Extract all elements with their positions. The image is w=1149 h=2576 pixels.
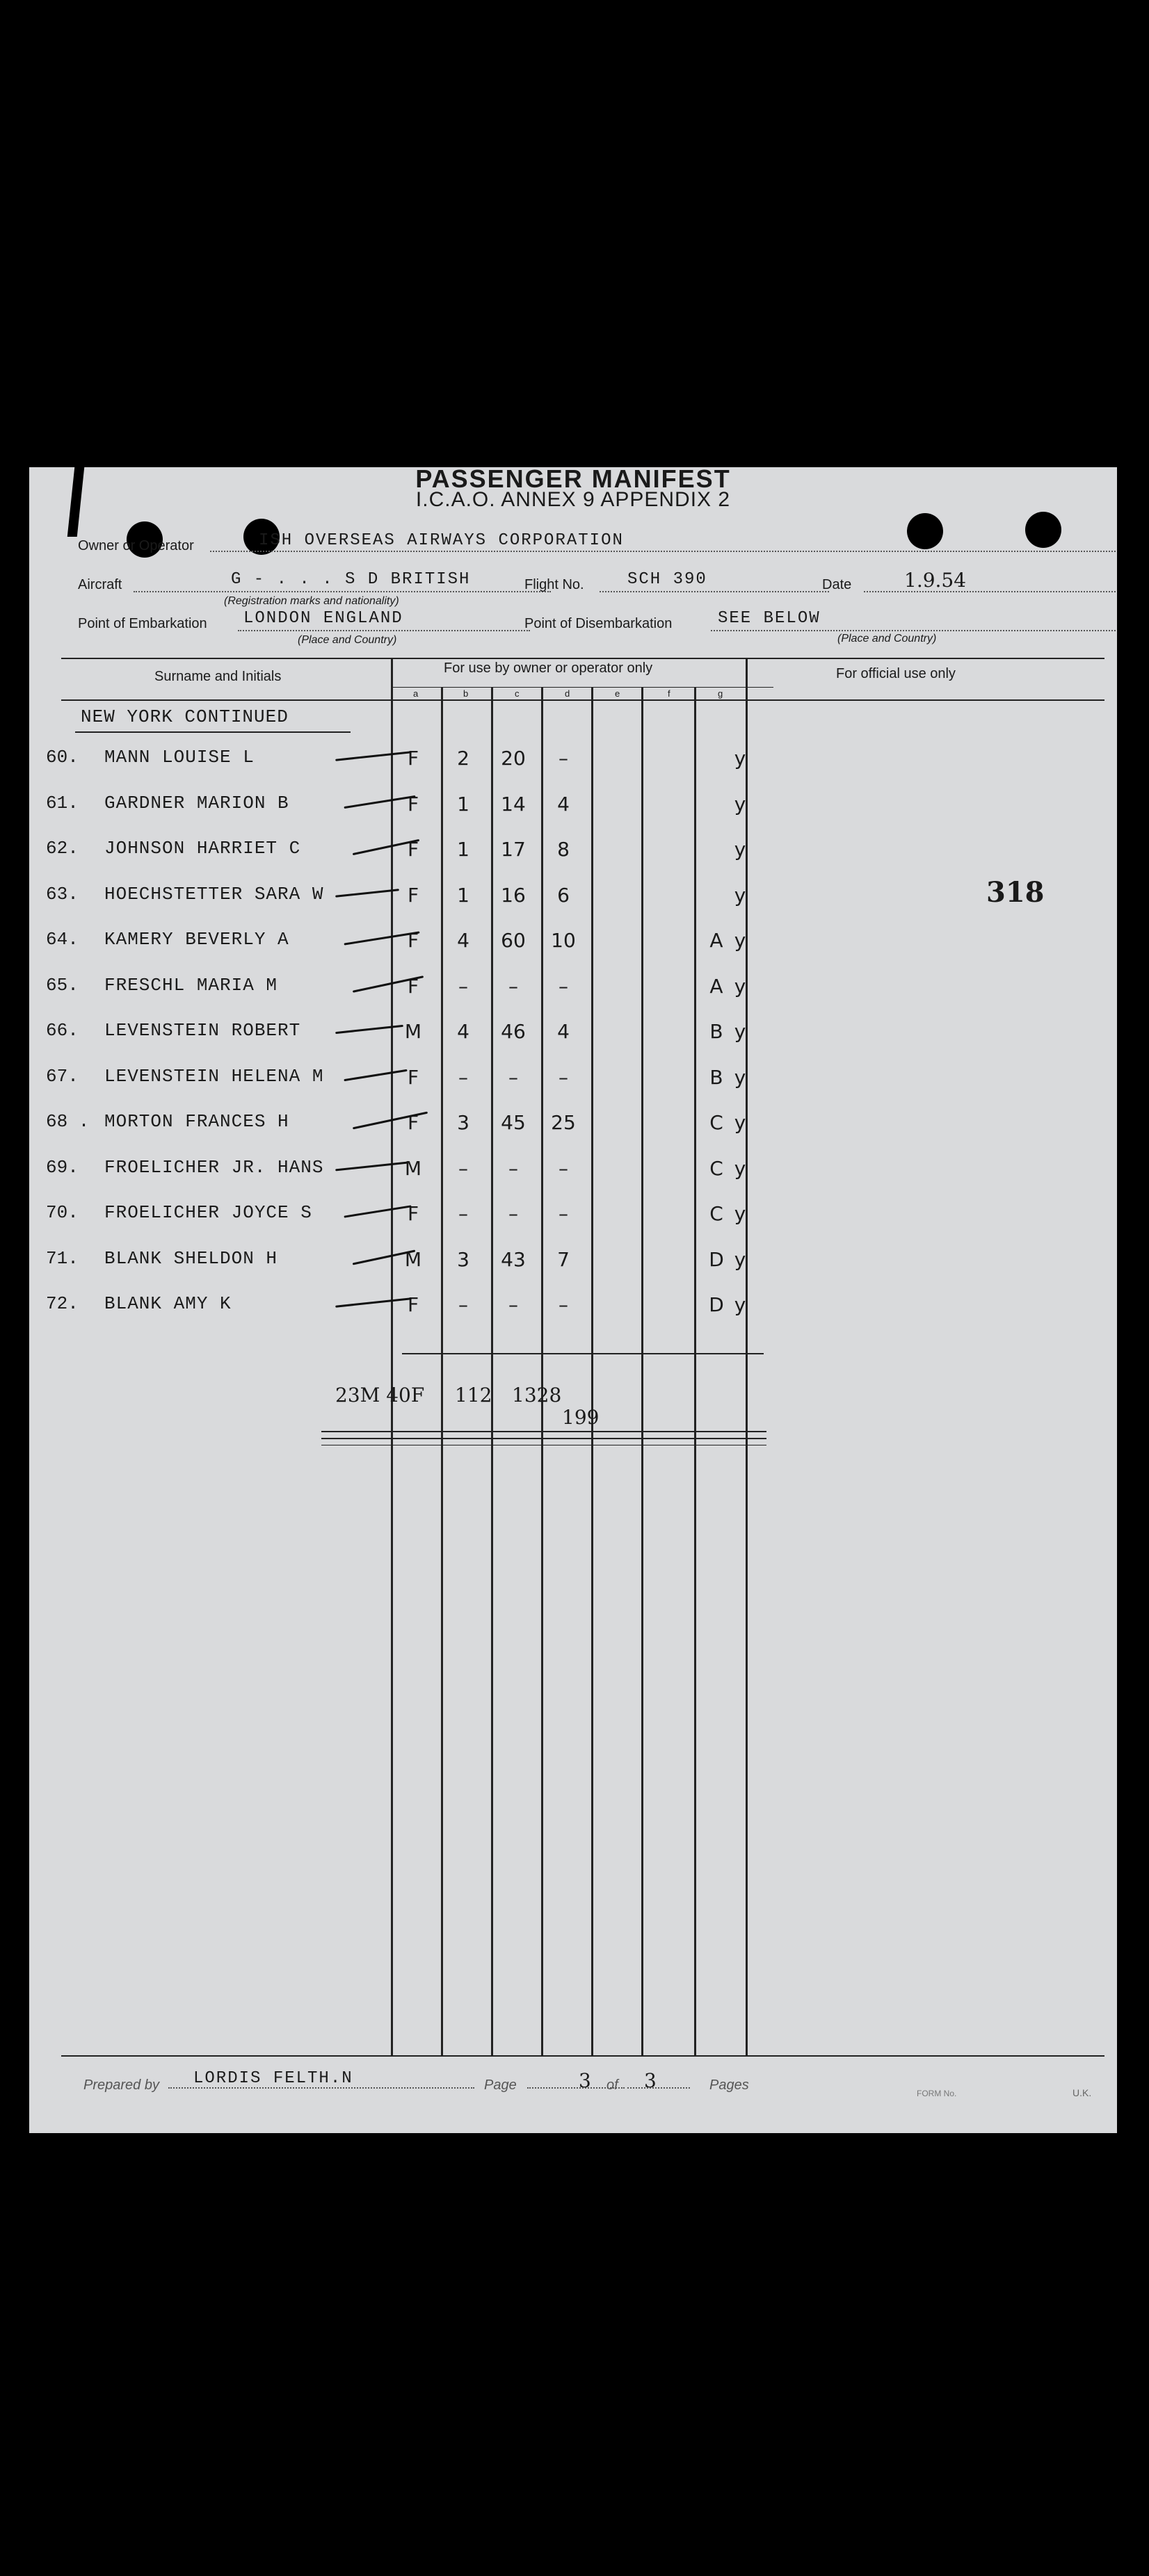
passenger-name: LEVENSTEIN ROBERT: [104, 1020, 301, 1041]
col-g-cell: y: [734, 747, 746, 770]
col-d-cell: –: [559, 1065, 568, 1089]
col-d-cell: –: [559, 1156, 568, 1180]
passenger-name: KAMERY BEVERLY A: [104, 929, 289, 950]
row-number: 71.: [46, 1247, 79, 1269]
col-g-cell: y: [734, 883, 746, 907]
col-d-cell: 8: [557, 838, 570, 861]
row-number: 69.: [46, 1156, 79, 1178]
sub-a: a: [413, 688, 419, 699]
sex-cell: M: [404, 1156, 422, 1180]
col-d-cell: 6: [557, 883, 570, 907]
col-g-cell: y: [734, 1247, 746, 1271]
col-b-cell: 4: [457, 929, 469, 952]
col-f-cell: D: [709, 1247, 724, 1271]
col-d-cell: –: [559, 1293, 568, 1316]
col-g-cell: y: [734, 929, 746, 952]
passenger-name: MORTON FRANCES H: [104, 1111, 289, 1132]
pen-tick-mark: [335, 889, 399, 898]
col-b-cell: 3: [457, 1247, 469, 1271]
sub-e: e: [615, 688, 620, 699]
col-f-cell: D: [709, 1293, 724, 1316]
manifest-page: [29, 467, 1117, 2133]
prepared-label: Prepared by: [83, 2077, 159, 2093]
col-d-cell: –: [559, 1202, 568, 1225]
row-number: 72.: [46, 1293, 79, 1314]
page-label: Page: [484, 2077, 517, 2093]
col-f-cell: C: [709, 1156, 723, 1180]
passenger-name: LEVENSTEIN HELENA M: [104, 1065, 324, 1087]
manifest-title: PASSENGER MANIFEST: [415, 467, 731, 493]
sex-cell: F: [407, 747, 419, 770]
punch-hole: [1025, 512, 1061, 548]
col-c-cell: 16: [501, 883, 526, 907]
row-number: 64.: [46, 929, 79, 950]
col-official-header: For official use only: [836, 666, 956, 681]
col-b-cell: 1: [457, 838, 469, 861]
total-grand: 199: [562, 1406, 600, 1429]
col-b-cell: –: [458, 1293, 468, 1316]
prepared-value: LORDIS FELTH.N: [193, 2069, 353, 2088]
col-d-cell: 4: [557, 1020, 570, 1043]
row-number: 65.: [46, 974, 79, 996]
passenger-name: HOECHSTETTER SARA W: [104, 883, 324, 905]
passenger-name: MANN LOUISE L: [104, 747, 255, 768]
passenger-name: GARDNER MARION B: [104, 792, 289, 813]
passenger-name: BLANK SHELDON H: [104, 1247, 278, 1269]
sex-cell: F: [407, 974, 419, 998]
sex-cell: M: [404, 1020, 422, 1043]
col-c-cell: –: [508, 1156, 518, 1180]
col-name-header: Surname and Initials: [154, 669, 282, 684]
total-c: 1328: [512, 1384, 562, 1407]
col-c-cell: –: [508, 974, 518, 998]
col-g-cell: y: [734, 792, 746, 816]
sex-cell: F: [407, 929, 419, 952]
passenger-name: FRESCHL MARIA M: [104, 974, 278, 996]
owner-label: Owner or Operator: [78, 538, 194, 553]
disembark-label: Point of Disembarkation: [524, 616, 673, 631]
sub-d: d: [565, 688, 570, 699]
col-b-cell: –: [458, 974, 468, 998]
flight-value: SCH 390: [627, 570, 707, 589]
passenger-name: BLANK AMY K: [104, 1293, 232, 1314]
row-number: 68 .: [46, 1111, 90, 1132]
sex-cell: F: [407, 792, 419, 816]
col-c-cell: –: [508, 1293, 518, 1316]
owner-value: ISH OVERSEAS AIRWAYS CORPORATION: [259, 531, 624, 550]
row-number: 61.: [46, 792, 79, 813]
disembark-value: SEE BELOW: [718, 609, 821, 628]
date-label: Date: [822, 577, 852, 592]
col-g-cell: y: [734, 974, 746, 998]
flight-label: Flight No.: [524, 577, 584, 592]
col-b-cell: 4: [457, 1020, 469, 1043]
col-b-cell: 1: [457, 883, 469, 907]
sex-cell: M: [404, 1247, 422, 1271]
col-owner-header: For use by owner or operator only: [444, 661, 653, 676]
col-d-cell: 4: [557, 792, 570, 816]
col-f-cell: B: [709, 1065, 723, 1089]
aircraft-value: G - . . . S D BRITISH: [231, 570, 471, 589]
passenger-name: FROELICHER JOYCE S: [104, 1202, 312, 1223]
col-g-cell: y: [734, 1156, 746, 1180]
disembark-note: (Place and Country): [837, 633, 937, 645]
col-c-cell: 60: [501, 929, 526, 952]
total-sex: 23M 40F: [335, 1384, 425, 1407]
of-value: 3: [644, 2069, 657, 2092]
uk-label: U.K.: [1072, 2087, 1092, 2098]
col-c-cell: –: [508, 1065, 518, 1089]
punch-hole: [907, 513, 943, 549]
col-f-cell: A: [709, 974, 723, 998]
official-number: 318: [986, 876, 1045, 909]
col-g-cell: y: [734, 1111, 746, 1134]
manifest-subtitle: I.C.A.O. ANNEX 9 APPENDIX 2: [415, 488, 731, 511]
col-c-cell: 20: [501, 747, 526, 770]
sex-cell: F: [407, 1111, 419, 1134]
page-value: 3: [579, 2069, 591, 2092]
passenger-name: FROELICHER JR. HANS: [104, 1156, 324, 1178]
col-d-cell: 10: [551, 929, 576, 952]
col-g-cell: y: [734, 838, 746, 861]
total-b: 112: [455, 1384, 492, 1407]
row-number: 70.: [46, 1202, 79, 1223]
col-c-cell: 45: [501, 1111, 526, 1134]
row-number: 63.: [46, 883, 79, 905]
col-d-cell: –: [559, 747, 568, 770]
col-c-cell: 43: [501, 1247, 526, 1271]
sub-b: b: [463, 688, 469, 699]
sex-cell: F: [407, 1065, 419, 1089]
col-d-cell: –: [559, 974, 568, 998]
col-c-cell: 14: [501, 792, 526, 816]
col-f-cell: C: [709, 1202, 723, 1225]
col-g-cell: y: [734, 1202, 746, 1225]
col-b-cell: –: [458, 1156, 468, 1180]
col-f-cell: A: [709, 929, 723, 952]
form-label: FORM No.: [917, 2089, 957, 2098]
col-f-cell: C: [709, 1111, 723, 1134]
sub-c: c: [515, 688, 520, 699]
col-g-cell: y: [734, 1020, 746, 1043]
col-g-cell: y: [734, 1065, 746, 1089]
section-heading: NEW YORK CONTINUED: [81, 706, 289, 727]
of-label: of: [606, 2077, 618, 2093]
col-b-cell: 2: [457, 747, 469, 770]
sub-f: f: [668, 688, 670, 699]
row-number: 67.: [46, 1065, 79, 1087]
col-c-cell: 46: [501, 1020, 526, 1043]
col-d-cell: 7: [557, 1247, 570, 1271]
sex-cell: F: [407, 838, 419, 861]
date-value: 1.9.54: [904, 569, 967, 592]
sex-cell: F: [407, 1293, 419, 1316]
col-f-cell: B: [709, 1020, 723, 1043]
row-number: 66.: [46, 1020, 79, 1041]
col-d-cell: 25: [551, 1111, 576, 1134]
passenger-name: JOHNSON HARRIET C: [104, 838, 301, 859]
col-b-cell: 1: [457, 792, 469, 816]
sex-cell: F: [407, 883, 419, 907]
embark-label: Point of Embarkation: [78, 616, 207, 631]
col-g-cell: y: [734, 1293, 746, 1316]
sex-cell: F: [407, 1202, 419, 1225]
sub-g: g: [718, 688, 723, 699]
embark-value: LONDON ENGLAND: [243, 609, 403, 628]
col-b-cell: 3: [457, 1111, 469, 1134]
col-b-cell: –: [458, 1202, 468, 1225]
col-b-cell: –: [458, 1065, 468, 1089]
col-c-cell: 17: [501, 838, 526, 861]
aircraft-note: (Registration marks and nationality): [224, 595, 399, 607]
pages-label: Pages: [709, 2077, 749, 2093]
row-number: 62.: [46, 838, 79, 859]
row-number: 60.: [46, 747, 79, 768]
col-c-cell: –: [508, 1202, 518, 1225]
aircraft-label: Aircraft: [78, 577, 122, 592]
embark-note: (Place and Country): [298, 634, 397, 646]
